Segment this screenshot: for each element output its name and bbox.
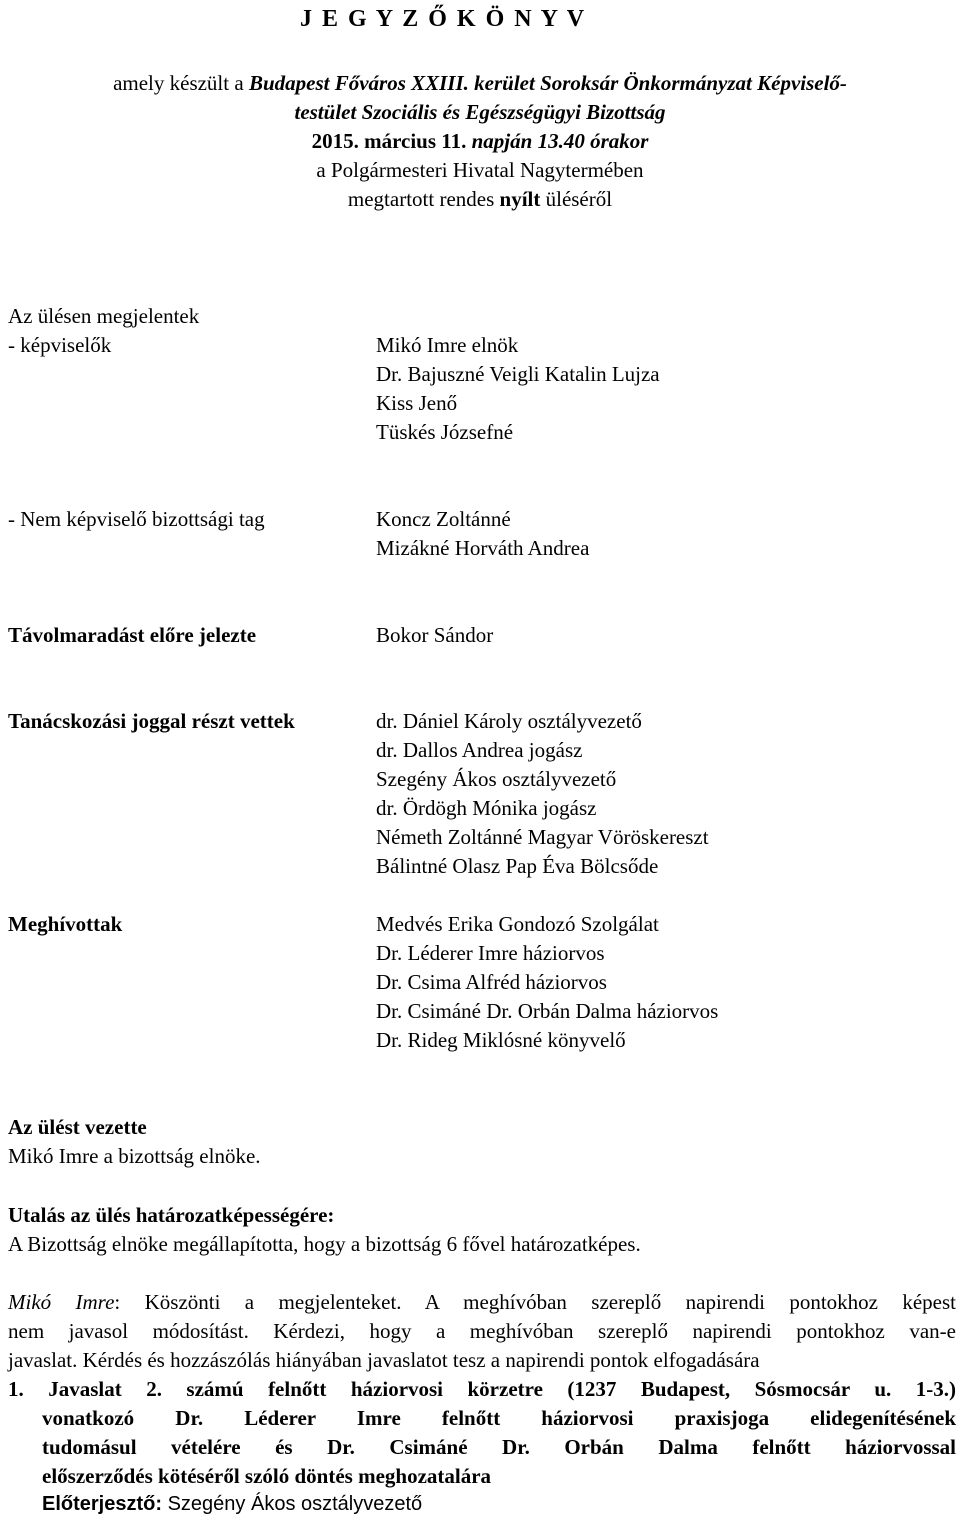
invited-label: Meghívottak [8,912,123,936]
speech-line-1-text: : Köszönti a megjelenteket. A meghívóban szereplő napirendi pontokhoz képest [114,1290,956,1314]
advisory-item: Németh Zoltánné Magyar Vöröskereszt [376,825,709,849]
invited-item: Dr. Csima Alfréd háziorvos [376,970,607,994]
absent-label: Távolmaradást előre jelezte [8,623,257,647]
advisory-item: dr. Dallos Andrea jogász [376,738,583,762]
invited-item: Dr. Rideg Miklósné könyvelő [376,1028,626,1052]
representatives-label: - képviselők [8,333,112,357]
advisory-item: Bálintné Olasz Pap Éva Bölcsőde [376,854,659,878]
quorum-text: A Bizottság elnöke megállapította, hogy a bizottság 6 fővel határozatképes. [8,1232,641,1256]
attendees-heading: Az ülésen megjelentek [8,304,200,328]
chair-text: Mikó Imre a bizottság elnöke. [8,1144,261,1168]
header-held-type: nyílt [499,187,541,211]
representative-item: Kiss Jenő [376,391,458,415]
proposal-line-4: előszerződés kötéséről szóló döntés meghozatalára [42,1464,492,1488]
proposal-line-3: tudomásul vételére és Dr. Csimáné Dr. Orbán Dalma felnőtt háziorvossal [42,1435,956,1459]
invited-item: Dr. Léderer Imre háziorvos [376,941,605,965]
header-line-2: testület Szociális és Egészségügyi Bizottság [294,100,666,124]
representative-item: Mikó Imre elnök [376,333,519,357]
quorum-heading: Utalás az ülés határozatképességére: [8,1203,335,1227]
invited-item: Dr. Csimáné Dr. Orbán Dalma háziorvos [376,999,719,1023]
header-date [0,128,960,154]
chair-heading: Az ülést vezette [8,1115,147,1139]
nonrep-item: Koncz Zoltánné [376,507,511,531]
header-held-suffix: üléséről [540,187,613,211]
advisory-label: Tanácskozási joggal részt vettek [8,709,295,733]
header-line-1 [0,70,960,96]
header-place: a Polgármesteri Hivatal Nagytermében [316,158,644,182]
meeting-time: napján 13.40 órakor [466,129,649,153]
absent-item: Bokor Sándor [376,623,494,647]
speaker-name: Mikó Imre [8,1290,115,1314]
header-held-prefix: megtartott rendes [347,187,500,211]
presenter-label: Előterjesztő: [42,1493,163,1515]
speech-line-2: nem javasol módosítást. Kérdezi, hogy a meghívóban szereplő napirendi pontokhoz van-e [8,1319,956,1343]
invited-item: Medvés Erika Gondozó Szolgálat [376,912,659,936]
speech-line-1 [8,1289,956,1315]
meeting-date: 2015. március 11. [311,129,467,153]
proposal-line-1: 1. Javaslat 2. számú felnőtt háziorvosi körzetre (1237 Budapest, Sósmocsár u. 1-3.) [8,1377,956,1401]
advisory-item: dr. Dániel Károly osztályvezető [376,709,642,733]
speech-line-3: javaslat. Kérdés és hozzászólás hiányában javaslatot tesz a napirendi pontok elfogadására [8,1348,760,1372]
nonrep-item: Mizákné Horváth Andrea [376,536,590,560]
presenter [42,1490,422,1517]
header-line-1-prefix: amely készült a [113,71,249,95]
document-title: J E G Y Z Ő K Ö N Y V [300,6,587,32]
presenter-name: Szegény Ákos osztályvezető [162,1493,423,1515]
advisory-item: dr. Ördögh Mónika jogász [376,796,597,820]
nonrep-label: - Nem képviselő bizottsági tag [8,507,265,531]
representative-item: Tüskés Józsefné [376,420,514,444]
advisory-item: Szegény Ákos osztályvezető [376,767,617,791]
header-line-1-body: Budapest Főváros XXIII. kerület Soroksár Önkormányzat Képviselő- [248,71,847,95]
header-held [0,186,960,212]
representative-item: Dr. Bajuszné Veigli Katalin Lujza [376,362,660,386]
proposal-line-2: vonatkozó Dr. Léderer Imre felnőtt háziorvosi praxisjoga elidegenítésének [42,1406,956,1430]
